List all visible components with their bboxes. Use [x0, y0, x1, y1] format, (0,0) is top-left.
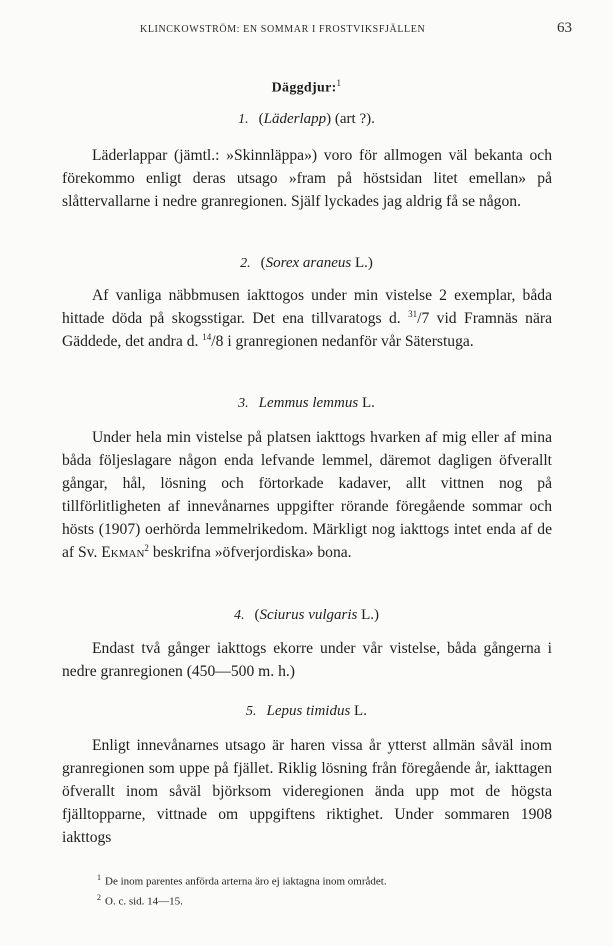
footnote-mark: 1 [97, 873, 101, 882]
footnote-ref-1: 1 [336, 78, 342, 88]
species-name: Läderlapp [263, 111, 327, 127]
heading-post: L. [358, 395, 375, 411]
date-day: 31 [408, 308, 418, 319]
heading-pre: ( [254, 607, 260, 623]
entry-number: 4. [233, 608, 245, 623]
heading-post: L.) [357, 607, 380, 623]
species-heading-3 [0, 395, 613, 412]
running-head: KLINCKOWSTRÖM: EN SOMMAR I FROSTVIKSFJÄLLEN [140, 24, 426, 35]
entry-number: 5. [246, 704, 257, 719]
footnote-ref-2: 2 [144, 542, 149, 553]
date-day: 14 [202, 331, 212, 342]
species-heading-2 [0, 255, 613, 272]
footnote-text: O. c. sid. 14—15. [105, 895, 183, 908]
species-paragraph-2: Af vanliga näbbmusen iakttogos under min vistelse 2 exemplar, båda hittade döda på skogsstigar. Det ena tillvaratogs d. $^{31}$/7 vid Framnäs nära Gäddede, det andra d. $^{14}$/8 i granregionen nedanför vår Säterstuga. [62, 287, 552, 350]
species-heading-1 [0, 111, 613, 128]
footnote-mark: 2 [97, 892, 101, 902]
section-title-text: Däggdjur: [271, 80, 337, 96]
heading-post: ) (art ?). [326, 111, 375, 127]
author-name: Ekman [101, 544, 145, 561]
entry-number: 1. [238, 112, 249, 127]
heading-post: L.) [351, 255, 373, 271]
page-number: 63 [557, 20, 572, 36]
species-name: Lemmus lemmus [258, 395, 359, 411]
footnote-2 [97, 890, 547, 910]
heading-post: L. [350, 703, 367, 719]
species-name: Sciurus vulgaris [259, 607, 358, 623]
species-name: Lepus timidus [266, 703, 351, 719]
footnote-text: De inom parentes anförda arterna äro ej iaktagna inom området. [105, 875, 387, 888]
footnote-1 [97, 870, 547, 890]
species-name: Sorex araneus [265, 255, 352, 271]
species-heading-4 [0, 607, 613, 624]
species-paragraph-4: Endast två gånger iakttogs ekorre under vår vistelse, båda gångerna i nedre granregionen (450—500 m. h.) [62, 640, 552, 680]
entry-number: 2. [240, 256, 251, 271]
species-heading-5 [0, 703, 613, 720]
heading-pre: ( [258, 111, 264, 127]
heading-pre: ( [260, 255, 266, 271]
species-paragraph-3: Under hela min vistelse på platsen iakttogs hvarken af mig eller af mina båda följeslagare någon enda lefvande lemmel, däremot dagligen öfverallt gångar, hål, lösning och förtorkade kadaver, allt vittnen nog på tillförlitligheten af innevånarnes uppgifter rörande föregående sommar och hösts (1907) oerhörda lemmelrikedom. Märkligt nog iakttogs intet enda af de af Sv. Ekman$^2$ beskrifna »öfverjordiska» bona. [62, 429, 552, 561]
entry-number: 3. [238, 396, 249, 411]
section-title [0, 78, 613, 97]
species-paragraph-5: Enligt innevånarnes utsago är haren vissa år ytterst allmän såväl inom granregionen som uppe på fjället. Riklig lösning från föregående år, iakttagen öfverallt inom såväl björksom videregionen ända upp mot de högsta fjälltopparne, vittnade om uppgiftens riktighet. Under sommaren 1908 iakttogs [62, 737, 552, 846]
species-paragraph-1: Läderlappar (jämtl.: »Skinnläppa») voro för allmogen väl bekanta och förekommo enligt deras utsago »fram på höstsidan litet emellan» på slåttervallarne i nedre granregionen. Själf lyckades jag aldrig få se någon. [62, 147, 552, 210]
footnotes [97, 870, 547, 909]
